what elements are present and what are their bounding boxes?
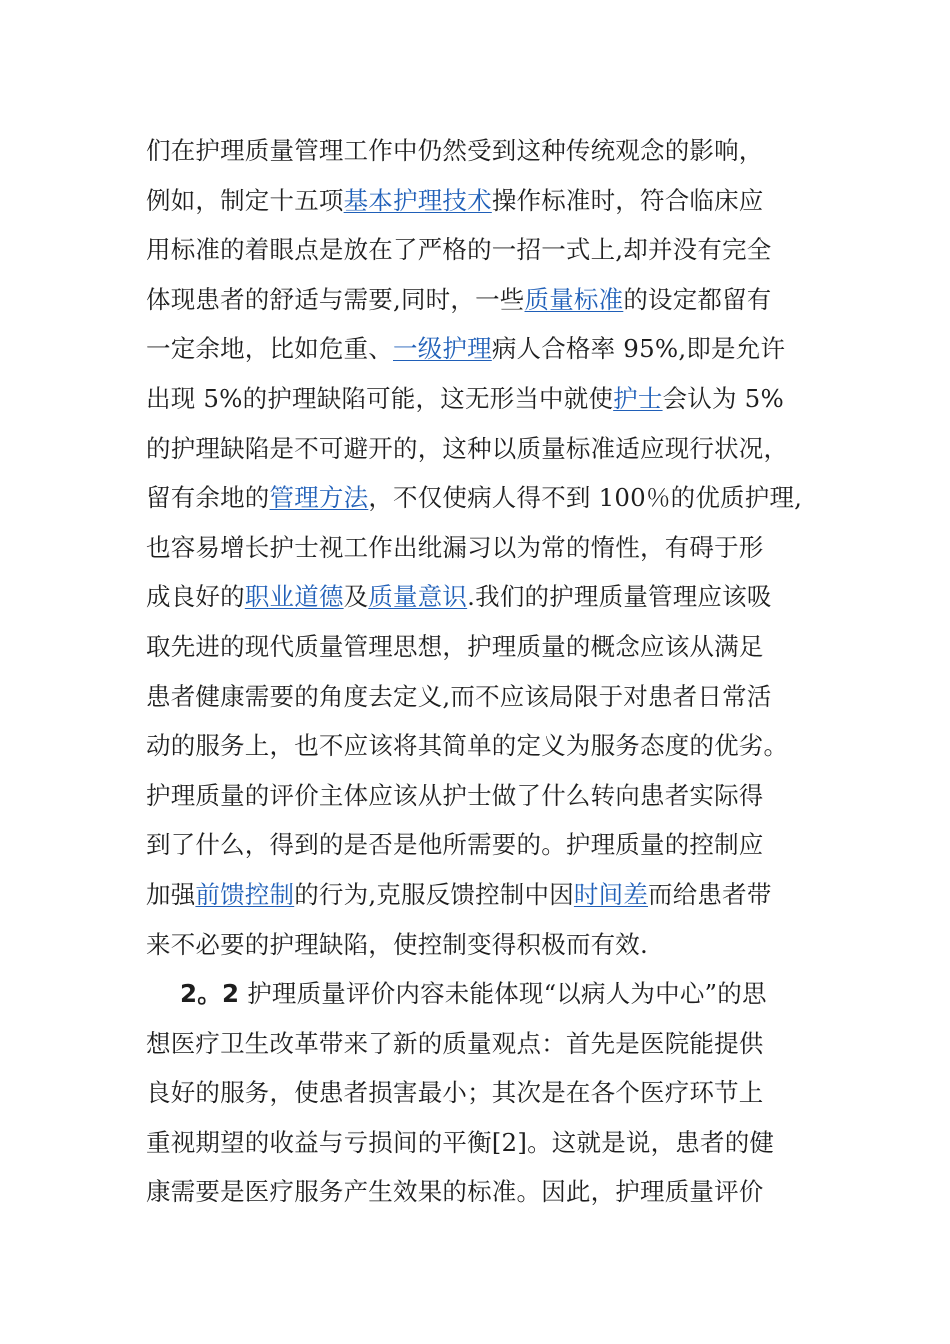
text-line — [146, 424, 846, 474]
text-line — [146, 870, 846, 920]
text-segment: .我们的护理质量管理应该吸 — [467, 582, 772, 612]
text-segment: 护理质量的评价主体应该从护士做了什么转向患者实际得 — [146, 780, 764, 810]
text-line — [146, 820, 846, 870]
text-segment: 护理质量评价内容未能体现“以病人为中心”的思 — [239, 979, 767, 1009]
text-segment: 康需要是医疗服务产生效果的标准。因此，护理质量评价 — [146, 1177, 764, 1207]
text-segment: 加强 — [146, 879, 196, 909]
text-segment: 用标准的着眼点是放在了严格的一招一式上,却并没有完全 — [146, 235, 772, 265]
text-line — [146, 1167, 846, 1217]
section-heading-line — [146, 969, 846, 1019]
text-line — [146, 324, 846, 374]
text-line — [146, 1068, 846, 1118]
text-line — [146, 622, 846, 672]
text-segment: 的行为,克服反馈控制中因 — [294, 879, 574, 909]
text-line — [146, 176, 846, 226]
text-segment: 一定余地，比如危重、 — [146, 334, 393, 364]
text-line — [146, 1118, 846, 1168]
link-quality-standard[interactable]: 质量标准 — [524, 284, 624, 314]
text-segment: 操作标准时，符合临床应 — [491, 185, 764, 215]
text-line — [146, 473, 846, 523]
text-segment: 到了什么，得到的是否是他所需要的。护理质量的控制应 — [146, 830, 764, 860]
text-segment: 重视期望的收益与亏损间的平衡[2]。这就是说，患者的健 — [146, 1127, 775, 1157]
text-line — [146, 225, 846, 275]
link-quality-awareness[interactable]: 质量意识 — [368, 582, 468, 612]
body-text — [146, 126, 846, 1217]
text-line — [146, 523, 846, 573]
text-segment: 也容易增长护士视工作出纰漏习以为常的惰性，有碍于形 — [146, 532, 764, 562]
text-line — [146, 672, 846, 722]
text-segment: 留有余地的 — [146, 483, 270, 513]
text-line — [146, 572, 846, 622]
text-segment: 患者健康需要的角度去定义,而不应该局限于对患者日常活 — [146, 681, 772, 711]
link-professional-ethics[interactable]: 职业道德 — [244, 582, 344, 612]
text-segment: 会认为 5% — [662, 383, 784, 413]
link-first-level-nursing[interactable]: 一级护理 — [393, 334, 492, 364]
text-segment: 动的服务上，也不应该将其简单的定义为服务态度的优劣。 — [146, 731, 789, 761]
text-line — [146, 374, 846, 424]
text-line — [146, 721, 846, 771]
text-line — [146, 126, 846, 176]
text-segment: 的护理缺陷是不可避开的，这种以质量标准适应现行状况， — [146, 433, 789, 463]
text-segment: 成良好的 — [146, 582, 245, 612]
link-feedforward-control[interactable]: 前馈控制 — [195, 879, 295, 909]
text-line — [146, 771, 846, 821]
text-segment: 良好的服务，使患者损害最小；其次是在各个医疗环节上 — [146, 1078, 764, 1108]
text-segment: 想医疗卫生改革带来了新的质量观点：首先是医院能提供 — [146, 1028, 764, 1058]
text-segment: 而给患者带 — [648, 879, 772, 909]
text-line — [146, 275, 846, 325]
link-management-method[interactable]: 管理方法 — [269, 483, 369, 513]
link-basic-nursing-technique[interactable]: 基本护理技术 — [343, 185, 492, 215]
section-number: 2。2 — [180, 979, 240, 1009]
text-segment: 的设定都留有 — [623, 284, 772, 314]
text-segment: 出现 5%的护理缺陷可能，这无形当中就使 — [146, 383, 614, 413]
text-segment: 病人合格率 95%,即是允许 — [491, 334, 786, 364]
text-line — [146, 920, 846, 970]
text-segment: 们在护理质量管理工作中仍然受到这种传统观念的影响， — [146, 136, 764, 165]
text-segment: 来不必要的护理缺陷，使控制变得积极而有效. — [146, 929, 648, 959]
link-nurse[interactable]: 护士 — [613, 383, 663, 413]
text-segment: 及 — [343, 582, 369, 612]
text-segment: 体现患者的舒适与需要,同时，一些 — [146, 284, 525, 314]
link-time-difference[interactable]: 时间差 — [573, 879, 649, 909]
text-segment: 例如，制定十五项 — [146, 185, 344, 215]
text-segment: 取先进的现代质量管理思想，护理质量的概念应该从满足 — [146, 631, 764, 661]
text-segment: ，不仅使病人得不到 100％的优质护理, — [368, 483, 803, 513]
text-line — [146, 1019, 846, 1069]
